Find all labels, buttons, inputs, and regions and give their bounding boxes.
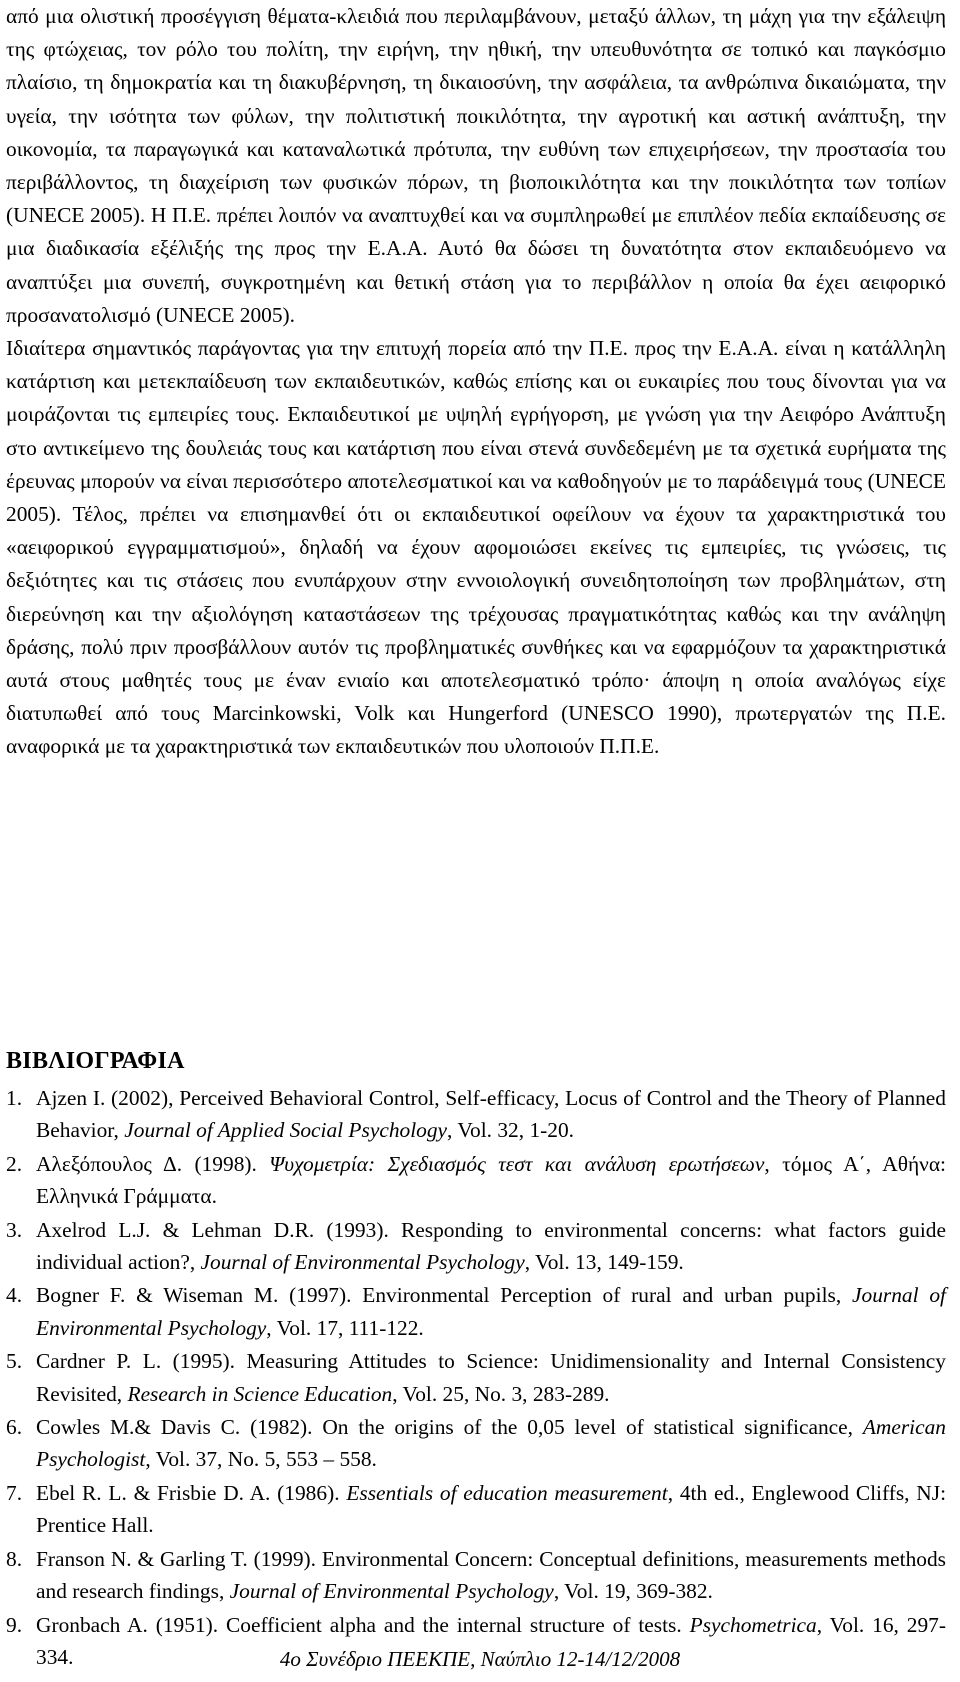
reference-number: 1.: [6, 1086, 23, 1110]
reference-number: 6.: [6, 1415, 23, 1440]
reference-number: 3.: [6, 1217, 23, 1242]
page-footer: 4ο Συνέδριο ΠΕΕΚΠΕ, Ναύπλιο 12-14/12/2008: [279, 1647, 681, 1671]
reference-details: , Vol. 16, 297-334.: [36, 1612, 946, 1669]
reference-details: , Vol. 25, No. 3, 283-289.: [392, 1381, 610, 1406]
reference-source-title: Journal of Applied Social Psychology: [124, 1118, 448, 1143]
reference-text: Ebel R. L. & Frisbie D. A. (1986).: [36, 1480, 347, 1505]
reference-number: 7.: [6, 1480, 23, 1505]
reference-text: Gronbach A. (1951). Coefficient alpha and the internal structure of tests.: [36, 1612, 690, 1637]
reference-text: Cardner P. L. (1995). Measuring Attitudes to Science: Unidimensionality and Internal Consistency Revisited,: [36, 1349, 946, 1406]
reference-number: 5.: [6, 1349, 23, 1374]
paragraph-2: Ιδιαίτερα σημαντικός παράγοντας για την επιτυχή πορεία από την Π.Ε. προς την Ε.Α.Α. είναι η κατάλληλη κατάρτιση και μετεκπαίδευση των εκπαιδευτικών, καθώς επίσης και οι ευκαιρίες που τους δίνονται για να μοιράζονται τις εμπειρίες τους. Εκπαιδευτικοί με υψηλή εγρήγορση, με γνώση για την Αειφόρο Ανάπτυξη στο αντικείμενο της δουλειάς τους και κατάρτιση που είναι στενά συνδεδεμένη με τα σχετικά ευρήματα της έρευνας μπορούν να είναι περισσότερο αποτελεσματικοί και να καθοδηγούν με το παράδειγμά τους (UNECE 2005). Τέλος, πρέπει να επισημανθεί ότι οι εκπαιδευτικοί οφείλουν να έχουν τα χαρακτηριστικά του «αειφορικού εγγραμματισμού», δηλαδή να έχουν αφομοιώσει εκείνες τις εμπειρίες, τις γνώσεις, τις δεξιότητες και τις στάσεις που ενυπάρχουν στην εννοιολογική συνειδητοποίηση των προβλημάτων, στη διερεύνηση και την αξιολόγηση καταστάσεων της τρέχουσας πραγματικότητας καθώς και την ανάληψη δράσης, πολύ πριν προσβάλλουν αυτόν τις προβληματικές συνθήκες και να εφαρμόζουν τα χαρακτηριστικά αυτά στους μαθητές τους με έναν ενιαίο και αποτελεσματικό τρόπο· άποψη η οποία αναλόγως είχε διατυπωθεί από τους Marcinkowski, Volk και Hungerford (UNESCO 1990), πρωτεργατών της Π.Ε. αναφορικά με τα χαρακτηριστικά των εκπαιδευτικών που υλοποιούν Π.Π.Ε.: [6, 336, 946, 759]
reference-text: Ajzen I. (2002), Perceived Behavioral Control, Self-efficacy, Locus of Control and the Theory of Planned Behavior,: [36, 1086, 946, 1143]
reference-source-title: American Psychologist: [36, 1415, 946, 1472]
reference-source-title: Ψυχομετρία: Σχεδιασμός τεστ και ανάλυση ερωτήσεων: [269, 1151, 765, 1176]
reference-item: [6, 1477, 946, 1542]
reference-details: , Vol. 32, 1-20.: [447, 1118, 575, 1143]
reference-details: , Vol. 13, 149-159.: [524, 1250, 684, 1275]
reference-list: [6, 1082, 946, 1674]
reference-details: , Vol. 19, 369-382.: [553, 1579, 713, 1604]
reference-item: [6, 1082, 946, 1147]
reference-item: [6, 1345, 946, 1410]
bibliography-heading: ΒΙΒΛΙΟΓΡΑΦΙΑ: [6, 1048, 185, 1074]
reference-details: , Vol. 17, 111-122.: [266, 1315, 424, 1340]
reference-item: [6, 1279, 946, 1344]
reference-text: Bogner F. & Wiseman M. (1997). Environmental Perception of rural and urban pupils,: [36, 1283, 852, 1308]
reference-number: 8.: [6, 1546, 23, 1571]
reference-details: , 4th ed., Englewood Cliffs, NJ: Prentice Hall.: [36, 1480, 947, 1538]
reference-number: 2.: [6, 1151, 23, 1176]
reference-number: 9.: [6, 1612, 23, 1637]
reference-source-title: Journal of Environmental Psychology: [200, 1250, 525, 1275]
reference-source-title: Research in Science Education: [127, 1381, 393, 1406]
reference-text: Franson N. & Garling T. (1999). Environmental Concern: Conceptual definitions, measurements methods and research findings,: [36, 1546, 946, 1604]
reference-source-title: Essentials of education measurement: [346, 1480, 668, 1505]
reference-item: [6, 1148, 946, 1213]
reference-source-title: Journal of Environmental Psychology: [36, 1283, 946, 1340]
reference-details: , Vol. 37, No. 5, 553 – 558.: [145, 1447, 377, 1472]
reference-number: 4.: [6, 1283, 23, 1308]
reference-source-title: Psychometrica: [689, 1612, 817, 1637]
paragraph-1: από μια ολιστική προσέγγιση θέματα-κλειδιά που περιλαμβάνουν, μεταξύ άλλων, τη μάχη για την εξάλειψη της φτώχειας, τον ρόλο του πολίτη, την ειρήνη, την ηθική, την υπευθυνότητα σε τοπικό και παγκόσμιο πλαίσιο, τη δημοκρατία και τη διακυβέρνηση, τη δικαιοσύνη, την ασφάλεια, τα ανθρώπινα δικαιώματα, την υγεία, την ισότητα των φύλων, την πολιτιστική ποικιλότητα, την αγροτική και αστική ανάπτυξη, την οικονομία, τα παραγωγικά και καταναλωτικά πρότυπα, την ευθύνη των επιχειρήσεων, την προστασία του περιβάλλοντος, τη διαχείριση των φυσικών πόρων, τη βιοποικιλότητα και την ποικιλότητα των τοπίων (UNECE 2005). Η Π.Ε. πρέπει λοιπόν να αναπτυχθεί και να συμπληρωθεί με επιπλέον πεδία εκπαίδευσης σε μια διαδικασία εξέλιξής της προς την Ε.Α.Α. Αυτό θα δώσει τη δυνατότητα στον εκπαιδευόμενο να αναπτύξει μια συνεπή, συγκροτημένη και θετική στάση για το περιβάλλον η οποία θα έχει αειφορικό προσανατολισμό (UNECE 2005).: [6, 4, 946, 327]
reference-text: Cowles M.& Davis C. (1982). On the origins of the 0,05 level of statistical significance,: [36, 1415, 863, 1440]
reference-item: [6, 1214, 946, 1279]
reference-text: Axelrod L.J. & Lehman D.R. (1993). Responding to environmental concerns: what factors guide individual action?,: [36, 1217, 946, 1275]
body-text: [6, 0, 946, 764]
reference-details: , τόμος Α΄, Αθήνα: Ελληνικά Γράμματα.: [36, 1151, 946, 1209]
reference-item: [6, 1411, 946, 1476]
reference-source-title: Journal of Environmental Psychology: [229, 1579, 554, 1604]
reference-item: [6, 1543, 946, 1608]
reference-text: Αλεξόπουλος Δ. (1998).: [36, 1151, 270, 1176]
